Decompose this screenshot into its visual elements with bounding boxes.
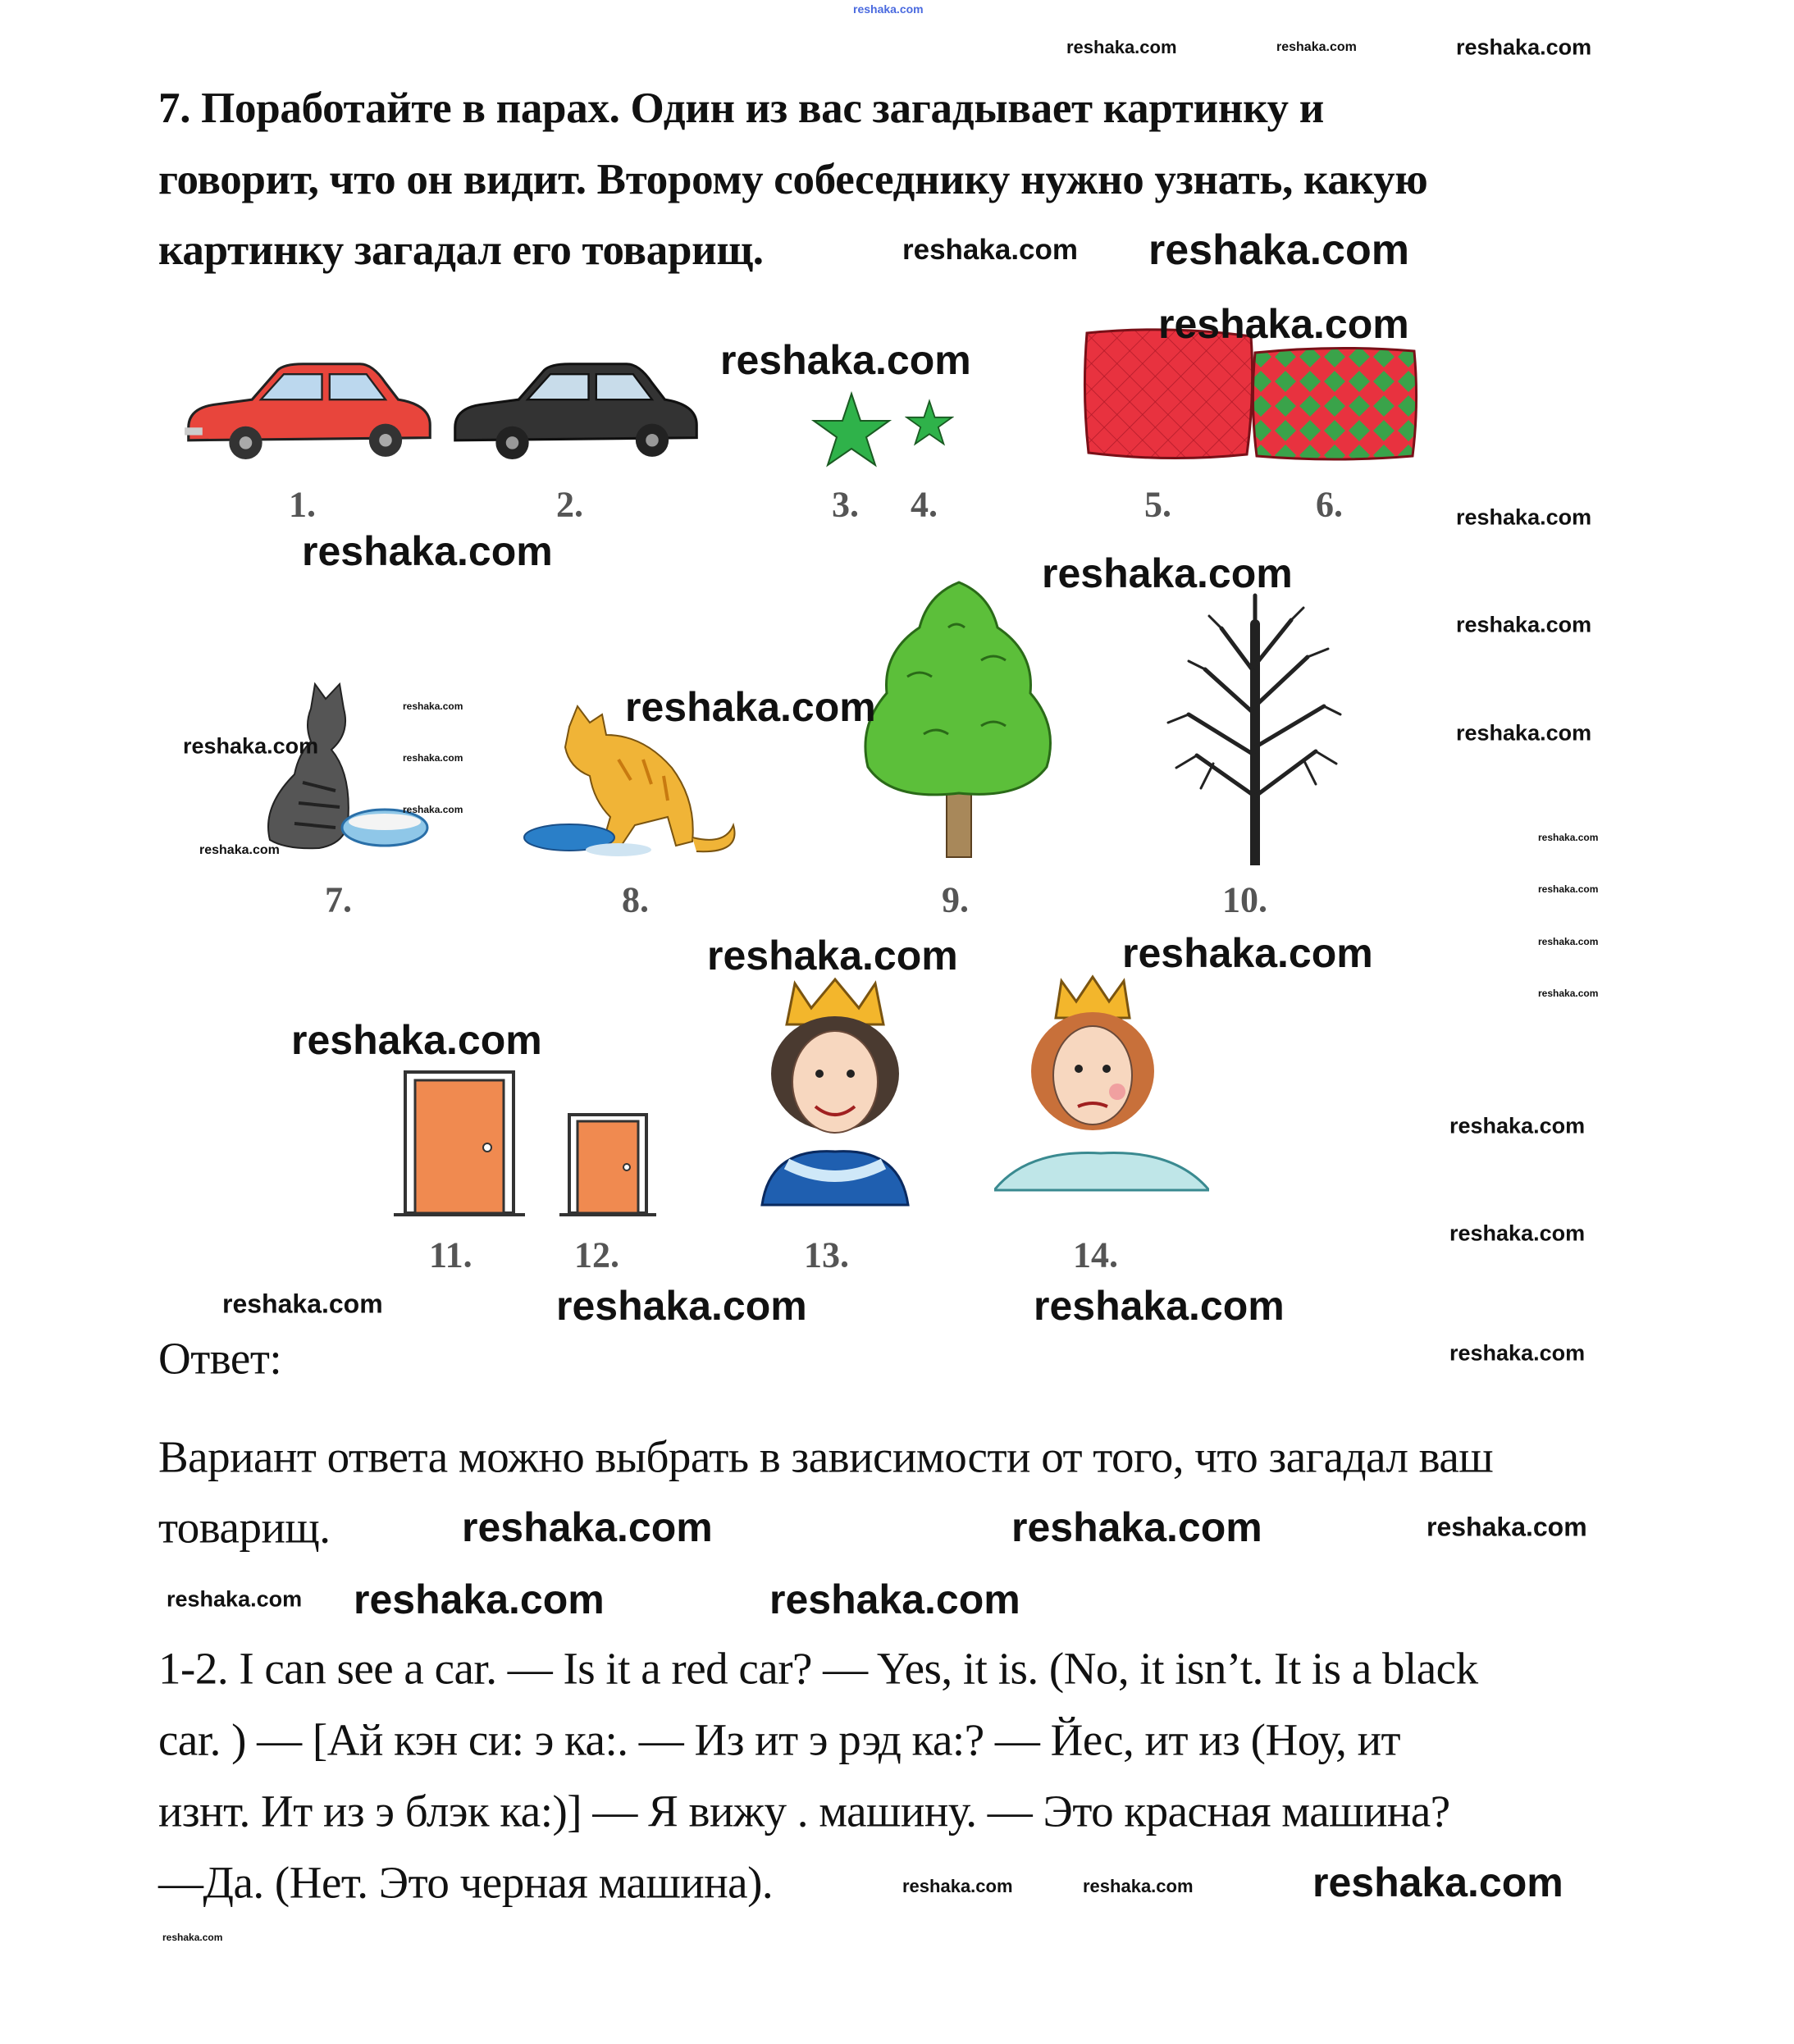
small-star-image: [905, 399, 954, 448]
checkered-pillow-image: [1248, 344, 1421, 463]
answer-example-line: car. ) — [Ай кэн си: э ка:. — Из ит э рэд ка:? — Йес, ит из (Ноу, ит: [158, 1714, 1401, 1765]
answer-example-line: —Да. (Нет. Это черная машина).: [158, 1857, 774, 1908]
picture-label: 8.: [622, 879, 649, 920]
watermark: reshaka.com: [1538, 883, 1599, 895]
picture-label: 7.: [325, 879, 352, 920]
watermark: reshaka.com: [222, 1289, 383, 1319]
watermark: reshaka.com: [1034, 1283, 1285, 1329]
answer-example-line: изнт. Ит из э блэк ка:)] — Я вижу . машину. — Это красная машина?: [158, 1786, 1450, 1836]
picture-label: 5.: [1144, 484, 1171, 525]
picture-label: 10.: [1222, 879, 1267, 920]
big-door-image: [394, 1069, 525, 1216]
watermark: reshaka.com: [1427, 1512, 1587, 1542]
watermark: reshaka.com: [183, 733, 319, 759]
watermark: reshaka.com: [1122, 930, 1373, 976]
watermark: reshaka.com: [1158, 301, 1409, 347]
watermark: reshaka.com: [853, 2, 924, 16]
picture-label: 4.: [911, 484, 938, 525]
big-star-image: [810, 390, 892, 472]
watermark: reshaka.com: [625, 684, 876, 730]
watermark: reshaka.com: [1148, 226, 1409, 274]
watermark: reshaka.com: [403, 804, 463, 815]
watermark: reshaka.com: [199, 843, 280, 857]
picture-label: 6.: [1316, 484, 1343, 525]
picture-label: 12.: [574, 1234, 619, 1275]
watermark: reshaka.com: [1456, 720, 1592, 746]
watermark: reshaka.com: [1538, 832, 1599, 843]
watermark: reshaka.com: [1456, 612, 1592, 637]
picture-label: 1.: [289, 484, 316, 525]
watermark: reshaka.com: [1042, 550, 1293, 596]
watermark: reshaka.com: [162, 1932, 223, 1943]
watermark: reshaka.com: [1011, 1504, 1262, 1550]
watermark: reshaka.com: [720, 337, 971, 383]
sad-princess-image: [994, 969, 1209, 1203]
task-line-3: картинку загадал его товарищ.: [158, 226, 764, 274]
green-tree-image: [858, 578, 1061, 859]
watermark: reshaka.com: [707, 933, 958, 979]
answer-label: Ответ:: [158, 1333, 282, 1384]
red-car-image: [182, 351, 436, 466]
watermark: reshaka.com: [902, 234, 1079, 266]
answer-intro-line: товарищ.: [158, 1502, 331, 1553]
watermark: reshaka.com: [167, 1586, 303, 1612]
watermark: reshaka.com: [403, 752, 463, 764]
watermark: reshaka.com: [1312, 1859, 1563, 1905]
watermark: reshaka.com: [556, 1283, 807, 1329]
watermark: reshaka.com: [1066, 37, 1177, 57]
watermark: reshaka.com: [1449, 1113, 1586, 1138]
bare-tree-image: [1164, 591, 1346, 865]
picture-label: 14.: [1073, 1234, 1118, 1275]
watermark: reshaka.com: [1083, 1876, 1194, 1896]
picture-label: 11.: [429, 1234, 472, 1275]
watermark: reshaka.com: [1538, 936, 1599, 947]
watermark: reshaka.com: [302, 528, 553, 574]
answer-intro-line: Вариант ответа можно выбрать в зависимости от того, что загадал ваш: [158, 1431, 1494, 1482]
picture-label: 13.: [804, 1234, 849, 1275]
watermark: reshaka.com: [1538, 988, 1599, 999]
black-car-image: [449, 351, 703, 466]
watermark: reshaka.com: [354, 1576, 605, 1622]
watermark: reshaka.com: [291, 1017, 542, 1063]
smiling-queen-image: [754, 975, 916, 1210]
watermark: reshaka.com: [769, 1576, 1020, 1622]
picture-label: 2.: [556, 484, 583, 525]
watermark: reshaka.com: [403, 700, 463, 712]
watermark: reshaka.com: [902, 1876, 1013, 1896]
watermark: reshaka.com: [1456, 504, 1592, 530]
picture-label: 3.: [832, 484, 859, 525]
watermark: reshaka.com: [1276, 40, 1357, 54]
answer-example-line: 1-2. I can see a car. — Is it a red car? — Yes, it is. (No, it isn’t. It is a black: [158, 1643, 1478, 1694]
small-door-image: [559, 1111, 656, 1216]
task-line-2: говорит, что он видит. Второму собеседнику нужно узнать, какую: [158, 156, 1428, 203]
watermark: reshaka.com: [1449, 1220, 1586, 1246]
watermark: reshaka.com: [1456, 34, 1592, 60]
task-line-1: 7. Поработайте в парах. Один из вас загадывает картинку и: [158, 84, 1324, 132]
watermark: reshaka.com: [462, 1504, 713, 1550]
picture-label: 9.: [942, 879, 969, 920]
watermark: reshaka.com: [1449, 1340, 1586, 1366]
